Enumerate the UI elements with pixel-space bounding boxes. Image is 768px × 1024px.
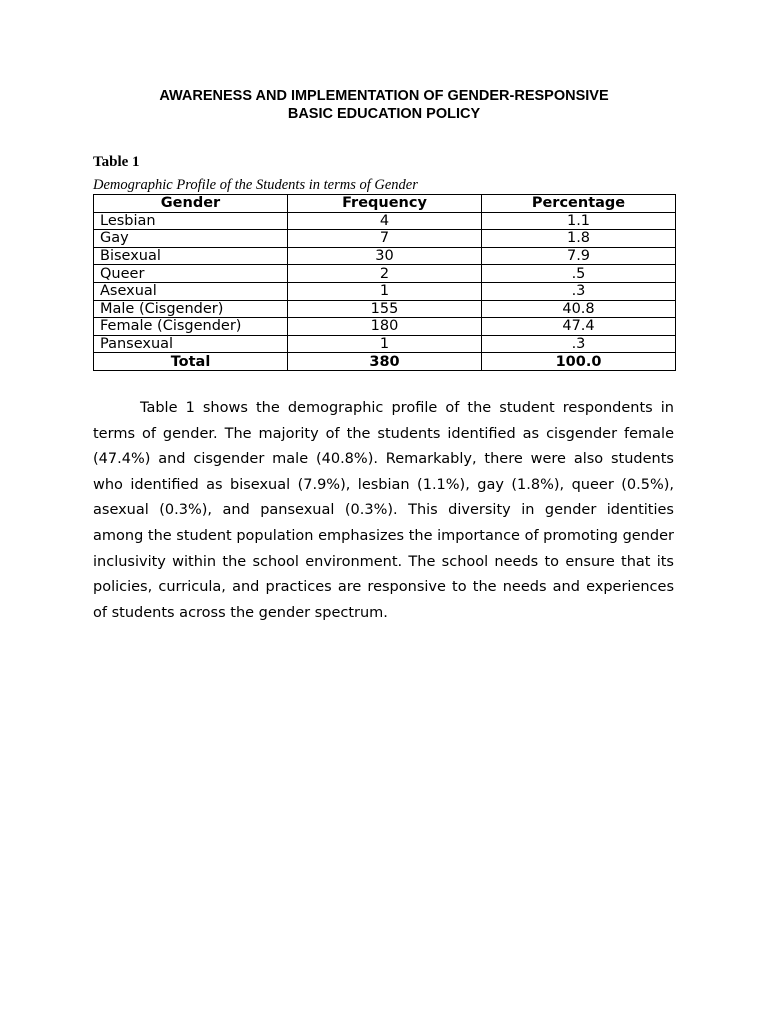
header-gender: Gender (94, 195, 288, 213)
document-title-line-1: AWARENESS AND IMPLEMENTATION OF GENDER-RESPONSIVE (159, 88, 609, 104)
gender-cell: Queer (94, 265, 288, 283)
percentage-cell: 1.1 (482, 212, 676, 230)
frequency-cell: 30 (288, 247, 482, 265)
table-row (94, 247, 676, 265)
total-percentage-cell: 100.0 (482, 353, 676, 371)
percentage-cell: .3 (482, 282, 676, 300)
frequency-cell: 2 (288, 265, 482, 283)
percentage-cell: .3 (482, 335, 676, 353)
document-title (93, 87, 675, 123)
percentage-cell: .5 (482, 265, 676, 283)
header-percentage: Percentage (482, 195, 676, 213)
discussion-paragraph: Table 1 shows the demographic profile of the student respondents in terms of gender. The majority of the students identified as cisgender female (47.4%) and cisgender male (40.8%). Remarkably, there were also students who identified as bisexual (7.9%), lesbian (1.1%), gay (1.8%), queer (0.5%), asexual (0.3%), and pansexual (0.3%). This diversity in gender identities among the student population emphasizes the importance of promoting gender inclusivity within the school environment. The school needs to ensure that its policies, curricula, and practices are responsive to the needs and experiences of students across the gender spectrum. (93, 400, 674, 621)
table-row (94, 282, 676, 300)
document-title-line-2: BASIC EDUCATION POLICY (287, 106, 481, 122)
frequency-cell: 155 (288, 300, 482, 318)
total-label-cell: Total (94, 353, 288, 371)
gender-cell: Pansexual (94, 335, 288, 353)
frequency-cell: 1 (288, 335, 482, 353)
frequency-cell: 180 (288, 318, 482, 336)
table-row (94, 318, 676, 336)
frequency-cell: 4 (288, 212, 482, 230)
gender-cell: Gay (94, 230, 288, 248)
table-row (94, 335, 676, 353)
table-row (94, 300, 676, 318)
gender-cell: Bisexual (94, 247, 288, 265)
percentage-cell: 7.9 (482, 247, 676, 265)
table-row (94, 265, 676, 283)
percentage-cell: 47.4 (482, 318, 676, 336)
header-frequency: Frequency (288, 195, 482, 213)
gender-cell: Male (Cisgender) (94, 300, 288, 318)
percentage-cell: 1.8 (482, 230, 676, 248)
gender-cell: Lesbian (94, 212, 288, 230)
demographic-table (93, 194, 676, 371)
percentage-cell: 40.8 (482, 300, 676, 318)
total-frequency-cell: 380 (288, 353, 482, 371)
table-row (94, 212, 676, 230)
gender-cell: Asexual (94, 282, 288, 300)
table-label: Table 1 (93, 154, 140, 170)
table-header-row (94, 195, 676, 213)
table-caption: Demographic Profile of the Students in terms of Gender (93, 177, 418, 193)
gender-cell: Female (Cisgender) (94, 318, 288, 336)
frequency-cell: 1 (288, 282, 482, 300)
frequency-cell: 7 (288, 230, 482, 248)
table-row (94, 230, 676, 248)
table-total-row (94, 353, 676, 371)
